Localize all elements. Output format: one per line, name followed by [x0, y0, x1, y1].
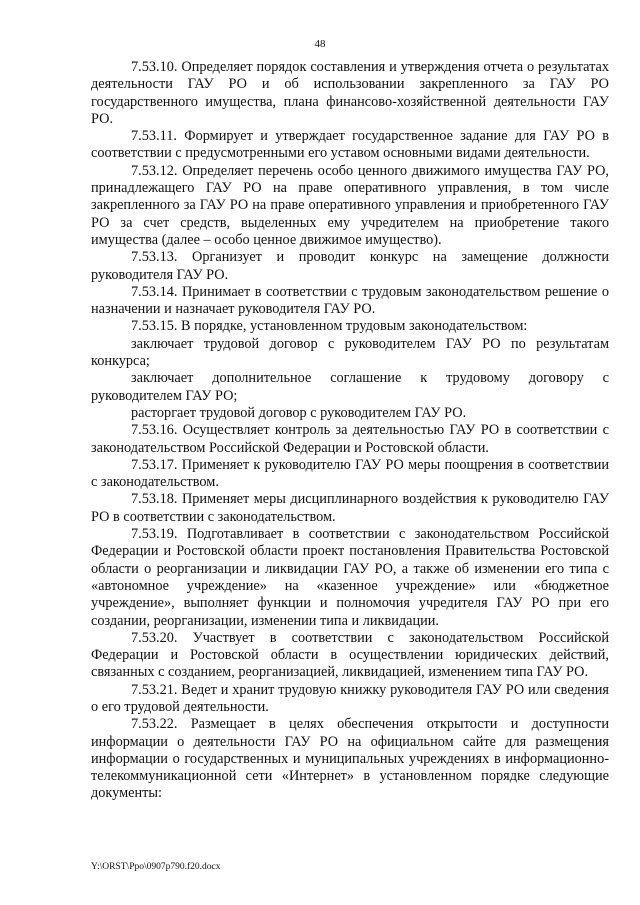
- subparagraph-termination: расторгает трудовой договор с руководителем ГАУ РО.: [131, 404, 467, 421]
- paragraph-7-53-17: 7.53.17. Применяет к руководителю ГАУ РО меры поощрения в соответствии с законодательством.: [91, 456, 609, 491]
- paragraph-7-53-15: 7.53.15. В порядке, установленном трудовым законодательством:: [131, 318, 528, 335]
- document-body: [91, 59, 609, 803]
- subparagraph-contract: заключает трудовой договор с руководителем ГАУ РО по результатам конкурса;: [91, 335, 609, 370]
- paragraph-7-53-20: 7.53.20. Участвует в соответствии с законодательством Российской Федерации и Ростовской области в осуществлении юридических действий, связанных с созданием, реорганизацией, ликвидацией, изменением типа ГАУ РО.: [91, 629, 609, 681]
- paragraph-7-53-16: 7.53.16. Осуществляет контроль за деятельностью ГАУ РО в соответствии с законодательством Российской Федерации и Ростовской области.: [91, 422, 609, 456]
- paragraph-7-53-19: 7.53.19. Подготавливает в соответствии с законодательством Российской Федерации и Ростовской области проект постановления Правительства Ростовской области о реорганизации и ликвидации ГАУ РО, а также об изменении его типа с «автономное учреждение» на «казенное учреждение» или «бюджетное учреждение», выполняет функции и полномочия учредителя ГАУ РО при его создании, реорганизации, изменении типа и ликвидации.: [91, 526, 609, 629]
- paragraph-7-53-11: 7.53.11. Формирует и утверждает государственное задание для ГАУ РО в соответствии с предусмотренными его уставом основными видами деятельности.: [91, 128, 609, 162]
- footer-file-path: Y:\ORST\Ppo\0907p790.f20.docx: [91, 862, 221, 872]
- paragraph-7-53-14: 7.53.14. Принимает в соответствии с трудовым законодательством решение о назначении и назначает руководителя ГАУ РО.: [91, 283, 609, 318]
- paragraph-7-53-13: 7.53.13. Организует и проводит конкурс на замещение должности руководителя ГАУ РО.: [91, 249, 609, 283]
- paragraph-7-53-12: 7.53.12. Определяет перечень особо ценного движимого имущества ГАУ РО, принадлежащего ГАУ РО на праве оперативного управления, в том числе закрепленного за ГАУ РО на праве оперативного управления и приобретенного ГАУ РО за счет средств, выделенных ему учредителем на приобретение такого имущества (далее – особо ценное движимое имущество).: [91, 162, 609, 248]
- page-number: 48: [314, 38, 326, 50]
- paragraph-7-53-21: 7.53.21. Ведет и хранит трудовую книжку руководителя ГАУ РО или сведения о его трудовой деятельности.: [91, 681, 609, 715]
- paragraph-7-53-18: 7.53.18. Применяет меры дисциплинарного воздействия к руководителю ГАУ РО в соответствии с законодательством.: [91, 491, 609, 525]
- subparagraph-additional-agreement: заключает дополнительное соглашение к трудовому договору с руководителем ГАУ РО;: [91, 370, 609, 404]
- paragraph-7-53-22: 7.53.22. Размещает в целях обеспечения открытости и доступности информации о деятельности ГАУ РО на официальном сайте для размещения информации о государственных и муниципальных учреждениях в информационно-телекоммуникационной сети «Интернет» в установленном порядке следующие документы:: [91, 716, 609, 802]
- paragraph-7-53-10: 7.53.10. Определяет порядок составления и утверждения отчета о результатах деятельности ГАУ РО и об использовании закрепленного за ГАУ РО государственного имущества, плана финансово-хозяйственной деятельности ГАУ РО.: [91, 59, 609, 127]
